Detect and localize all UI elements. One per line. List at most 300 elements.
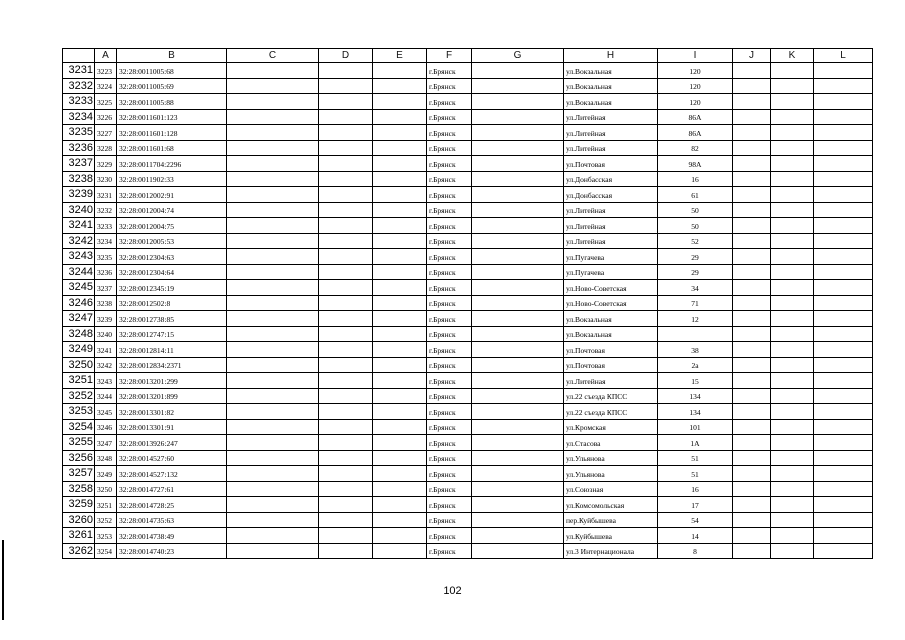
- cell-k: [771, 512, 814, 528]
- cell-c: [227, 497, 319, 513]
- table-row: [63, 543, 873, 559]
- cell-a: 3229: [95, 156, 117, 172]
- cell-h: ул.3 Интернационала: [564, 543, 658, 559]
- cell-g: [472, 202, 564, 218]
- cell-a: 3224: [95, 78, 117, 94]
- cell-g: [472, 435, 564, 451]
- table-row: [63, 528, 873, 544]
- cell-i: 120: [658, 63, 733, 79]
- cell-d: [319, 342, 373, 358]
- table-row: [63, 63, 873, 79]
- cell-f: г.Брянск: [427, 125, 472, 141]
- cell-h: ул.Литейная: [564, 373, 658, 389]
- cell-d: [319, 187, 373, 203]
- cell-j: [733, 264, 771, 280]
- cell-g: [472, 326, 564, 342]
- table-row: [63, 202, 873, 218]
- cell-d: [319, 125, 373, 141]
- table-row: [63, 280, 873, 296]
- cell-k: [771, 311, 814, 327]
- cell-e: [373, 404, 427, 420]
- cell-g: [472, 125, 564, 141]
- table-row: [63, 125, 873, 141]
- row-number: 3256: [63, 450, 95, 466]
- cell-c: [227, 342, 319, 358]
- cell-e: [373, 249, 427, 265]
- cell-l: [814, 264, 873, 280]
- cell-b: 32:28:0012345:19: [117, 280, 227, 296]
- cell-g: [472, 63, 564, 79]
- cell-h: ул.Куйбышева: [564, 528, 658, 544]
- cell-e: [373, 373, 427, 389]
- cell-i: 1А: [658, 435, 733, 451]
- cell-j: [733, 140, 771, 156]
- cell-i: 8: [658, 543, 733, 559]
- cell-c: [227, 295, 319, 311]
- cell-l: [814, 543, 873, 559]
- column-header-b: B: [117, 49, 227, 63]
- row-number: 3245: [63, 280, 95, 296]
- cell-c: [227, 94, 319, 110]
- cell-f: г.Брянск: [427, 342, 472, 358]
- cell-a: 3238: [95, 295, 117, 311]
- cell-g: [472, 295, 564, 311]
- cell-b: 32:28:0012004:75: [117, 218, 227, 234]
- cell-e: [373, 357, 427, 373]
- column-header-l: L: [814, 49, 873, 63]
- table-row: [63, 171, 873, 187]
- table-row: [63, 295, 873, 311]
- cell-j: [733, 171, 771, 187]
- cell-k: [771, 373, 814, 389]
- cell-e: [373, 450, 427, 466]
- cell-d: [319, 528, 373, 544]
- cell-l: [814, 280, 873, 296]
- cell-f: г.Брянск: [427, 280, 472, 296]
- cell-f: г.Брянск: [427, 326, 472, 342]
- cell-h: ул.Вокзальная: [564, 311, 658, 327]
- cell-i: 61: [658, 187, 733, 203]
- cell-h: пер.Куйбышева: [564, 512, 658, 528]
- cell-g: [472, 156, 564, 172]
- cell-a: 3251: [95, 497, 117, 513]
- row-number: 3262: [63, 543, 95, 559]
- row-number: 3246: [63, 295, 95, 311]
- cell-c: [227, 326, 319, 342]
- cell-k: [771, 450, 814, 466]
- cell-d: [319, 326, 373, 342]
- row-number: 3248: [63, 326, 95, 342]
- cell-b: 32:28:0011601:68: [117, 140, 227, 156]
- cell-l: [814, 171, 873, 187]
- cell-e: [373, 125, 427, 141]
- cell-k: [771, 404, 814, 420]
- row-number: 3257: [63, 466, 95, 482]
- cell-f: г.Брянск: [427, 404, 472, 420]
- cell-c: [227, 202, 319, 218]
- cell-l: [814, 528, 873, 544]
- cell-g: [472, 512, 564, 528]
- cell-a: 3228: [95, 140, 117, 156]
- cell-k: [771, 187, 814, 203]
- cell-i: 98А: [658, 156, 733, 172]
- cell-f: г.Брянск: [427, 63, 472, 79]
- cell-d: [319, 218, 373, 234]
- cell-g: [472, 249, 564, 265]
- cell-f: г.Брянск: [427, 512, 472, 528]
- table-row: [63, 419, 873, 435]
- cell-j: [733, 326, 771, 342]
- cell-a: 3248: [95, 450, 117, 466]
- table-row: [63, 481, 873, 497]
- cell-l: [814, 419, 873, 435]
- row-number: 3234: [63, 109, 95, 125]
- cell-c: [227, 435, 319, 451]
- cell-b: 32:28:0014527:60: [117, 450, 227, 466]
- column-header-d: D: [319, 49, 373, 63]
- cell-f: г.Брянск: [427, 156, 472, 172]
- cell-k: [771, 63, 814, 79]
- cell-a: 3236: [95, 264, 117, 280]
- cell-d: [319, 63, 373, 79]
- cell-a: 3246: [95, 419, 117, 435]
- cell-j: [733, 156, 771, 172]
- cell-d: [319, 140, 373, 156]
- cell-h: ул.Кромская: [564, 419, 658, 435]
- row-number: 3254: [63, 419, 95, 435]
- cell-f: г.Брянск: [427, 187, 472, 203]
- row-number: 3258: [63, 481, 95, 497]
- cell-b: 32:28:0012004:74: [117, 202, 227, 218]
- cell-b: 32:28:0012747:15: [117, 326, 227, 342]
- cell-c: [227, 78, 319, 94]
- cell-f: г.Брянск: [427, 373, 472, 389]
- cell-j: [733, 249, 771, 265]
- cell-l: [814, 187, 873, 203]
- cell-c: [227, 373, 319, 389]
- table-row: [63, 326, 873, 342]
- cell-e: [373, 218, 427, 234]
- cell-f: г.Брянск: [427, 466, 472, 482]
- cell-b: 32:28:0011704:2296: [117, 156, 227, 172]
- cell-j: [733, 295, 771, 311]
- cell-f: г.Брянск: [427, 528, 472, 544]
- cell-j: [733, 342, 771, 358]
- cell-c: [227, 404, 319, 420]
- cell-g: [472, 466, 564, 482]
- cell-i: 134: [658, 388, 733, 404]
- cell-j: [733, 94, 771, 110]
- cell-j: [733, 78, 771, 94]
- cell-b: 32:28:0012738:85: [117, 311, 227, 327]
- cell-c: [227, 280, 319, 296]
- cell-h: ул.Литейная: [564, 233, 658, 249]
- cell-c: [227, 233, 319, 249]
- cell-h: ул.Комсомольская: [564, 497, 658, 513]
- cell-k: [771, 342, 814, 358]
- cell-b: 32:28:0013301:82: [117, 404, 227, 420]
- table-row: [63, 311, 873, 327]
- table-row: [63, 264, 873, 280]
- cell-f: г.Брянск: [427, 218, 472, 234]
- cell-k: [771, 280, 814, 296]
- cell-e: [373, 140, 427, 156]
- cell-b: 32:28:0014735:63: [117, 512, 227, 528]
- row-number: 3247: [63, 311, 95, 327]
- cell-e: [373, 187, 427, 203]
- cell-d: [319, 404, 373, 420]
- cell-l: [814, 249, 873, 265]
- table-row: [63, 249, 873, 265]
- cell-l: [814, 202, 873, 218]
- cell-a: 3243: [95, 373, 117, 389]
- cell-f: г.Брянск: [427, 543, 472, 559]
- page-number: 102: [443, 585, 462, 597]
- row-number: 3240: [63, 202, 95, 218]
- cell-g: [472, 481, 564, 497]
- cell-d: [319, 264, 373, 280]
- column-header-h: H: [564, 49, 658, 63]
- cell-i: 50: [658, 218, 733, 234]
- cell-g: [472, 311, 564, 327]
- cell-i: 51: [658, 466, 733, 482]
- corner-cell: [63, 49, 95, 63]
- cell-e: [373, 435, 427, 451]
- cell-b: 32:28:0013201:299: [117, 373, 227, 389]
- cell-b: 32:28:0013926:247: [117, 435, 227, 451]
- cell-a: 3249: [95, 466, 117, 482]
- cell-i: 54: [658, 512, 733, 528]
- cell-g: [472, 419, 564, 435]
- cell-i: 101: [658, 419, 733, 435]
- table-row: [63, 78, 873, 94]
- cell-b: 32:28:0014740:23: [117, 543, 227, 559]
- cell-l: [814, 125, 873, 141]
- cell-e: [373, 311, 427, 327]
- cell-d: [319, 466, 373, 482]
- cell-e: [373, 497, 427, 513]
- cell-g: [472, 171, 564, 187]
- cell-b: 32:28:0011601:123: [117, 109, 227, 125]
- cell-a: 3225: [95, 94, 117, 110]
- cell-l: [814, 218, 873, 234]
- cell-i: 16: [658, 481, 733, 497]
- row-number: 3252: [63, 388, 95, 404]
- row-number: 3253: [63, 404, 95, 420]
- cell-d: [319, 450, 373, 466]
- cell-c: [227, 249, 319, 265]
- cell-j: [733, 63, 771, 79]
- cell-d: [319, 543, 373, 559]
- cell-f: г.Брянск: [427, 202, 472, 218]
- cell-g: [472, 78, 564, 94]
- cell-d: [319, 311, 373, 327]
- cell-e: [373, 419, 427, 435]
- cell-f: г.Брянск: [427, 109, 472, 125]
- cell-l: [814, 450, 873, 466]
- cell-i: 34: [658, 280, 733, 296]
- cell-h: ул.Ульянова: [564, 466, 658, 482]
- row-number: 3236: [63, 140, 95, 156]
- cell-k: [771, 233, 814, 249]
- cell-f: г.Брянск: [427, 94, 472, 110]
- cell-h: ул.Литейная: [564, 140, 658, 156]
- cell-f: г.Брянск: [427, 171, 472, 187]
- cell-j: [733, 280, 771, 296]
- cell-d: [319, 388, 373, 404]
- cell-i: 14: [658, 528, 733, 544]
- cell-g: [472, 497, 564, 513]
- cell-l: [814, 404, 873, 420]
- cell-e: [373, 280, 427, 296]
- cell-j: [733, 419, 771, 435]
- cell-g: [472, 357, 564, 373]
- column-header-row: [63, 49, 873, 63]
- table-row: [63, 466, 873, 482]
- cell-l: [814, 388, 873, 404]
- cell-i: 38: [658, 342, 733, 358]
- cell-f: г.Брянск: [427, 311, 472, 327]
- cell-a: 3244: [95, 388, 117, 404]
- cell-k: [771, 78, 814, 94]
- cell-d: [319, 481, 373, 497]
- cell-h: ул.Пугачева: [564, 249, 658, 265]
- cell-k: [771, 543, 814, 559]
- column-header-i: I: [658, 49, 733, 63]
- cell-j: [733, 125, 771, 141]
- cell-a: 3233: [95, 218, 117, 234]
- cell-l: [814, 233, 873, 249]
- cell-e: [373, 481, 427, 497]
- cell-e: [373, 109, 427, 125]
- row-number: 3231: [63, 63, 95, 79]
- cell-f: г.Брянск: [427, 481, 472, 497]
- cell-d: [319, 109, 373, 125]
- row-number: 3237: [63, 156, 95, 172]
- cell-c: [227, 512, 319, 528]
- cell-k: [771, 435, 814, 451]
- cell-a: 3239: [95, 311, 117, 327]
- cell-h: ул.Ульянова: [564, 450, 658, 466]
- cell-e: [373, 528, 427, 544]
- cell-g: [472, 218, 564, 234]
- cell-a: 3237: [95, 280, 117, 296]
- cell-i: 29: [658, 264, 733, 280]
- cell-i: 71: [658, 295, 733, 311]
- row-number: 3250: [63, 357, 95, 373]
- cell-b: 32:28:0012814:11: [117, 342, 227, 358]
- cell-i: 2а: [658, 357, 733, 373]
- cell-j: [733, 435, 771, 451]
- row-number: 3259: [63, 497, 95, 513]
- cell-j: [733, 218, 771, 234]
- cell-g: [472, 373, 564, 389]
- cell-d: [319, 78, 373, 94]
- cell-f: г.Брянск: [427, 78, 472, 94]
- cell-b: 32:28:0012834:2371: [117, 357, 227, 373]
- cell-a: 3226: [95, 109, 117, 125]
- cell-d: [319, 295, 373, 311]
- row-number: 3261: [63, 528, 95, 544]
- cell-j: [733, 373, 771, 389]
- cell-e: [373, 171, 427, 187]
- cell-h: ул.Почтовая: [564, 156, 658, 172]
- cell-k: [771, 326, 814, 342]
- cell-l: [814, 109, 873, 125]
- cell-e: [373, 342, 427, 358]
- cell-b: 32:28:0012304:63: [117, 249, 227, 265]
- cell-e: [373, 264, 427, 280]
- cell-g: [472, 404, 564, 420]
- cell-b: 32:28:0014728:25: [117, 497, 227, 513]
- table-row: [63, 357, 873, 373]
- cell-j: [733, 109, 771, 125]
- cell-i: [658, 326, 733, 342]
- cell-h: ул.Ново-Советская: [564, 295, 658, 311]
- cell-b: 32:28:0013301:91: [117, 419, 227, 435]
- cell-a: 3252: [95, 512, 117, 528]
- cell-h: ул.22 съезда КПСС: [564, 388, 658, 404]
- column-header-a: A: [95, 49, 117, 63]
- cell-g: [472, 233, 564, 249]
- margin-line: [2, 540, 4, 620]
- cell-h: ул.22 съезда КПСС: [564, 404, 658, 420]
- cell-j: [733, 404, 771, 420]
- cell-k: [771, 481, 814, 497]
- cell-l: [814, 497, 873, 513]
- cell-k: [771, 218, 814, 234]
- cell-e: [373, 202, 427, 218]
- cell-g: [472, 187, 564, 203]
- cell-l: [814, 156, 873, 172]
- cell-g: [472, 342, 564, 358]
- cell-e: [373, 326, 427, 342]
- cell-c: [227, 140, 319, 156]
- cell-b: 32:28:0013201:899: [117, 388, 227, 404]
- cell-k: [771, 140, 814, 156]
- cell-c: [227, 311, 319, 327]
- cell-a: 3253: [95, 528, 117, 544]
- table-row: [63, 140, 873, 156]
- cell-e: [373, 388, 427, 404]
- cell-i: 120: [658, 94, 733, 110]
- cell-j: [733, 187, 771, 203]
- cell-l: [814, 512, 873, 528]
- cell-c: [227, 156, 319, 172]
- cell-b: 32:28:0012002:91: [117, 187, 227, 203]
- row-number: 3242: [63, 233, 95, 249]
- table-row: [63, 109, 873, 125]
- column-header-g: G: [472, 49, 564, 63]
- cell-k: [771, 94, 814, 110]
- cell-k: [771, 528, 814, 544]
- cell-d: [319, 280, 373, 296]
- cell-d: [319, 435, 373, 451]
- cell-h: ул.Стасова: [564, 435, 658, 451]
- cell-d: [319, 94, 373, 110]
- cell-k: [771, 156, 814, 172]
- cell-j: [733, 233, 771, 249]
- cell-d: [319, 419, 373, 435]
- column-header-c: C: [227, 49, 319, 63]
- cell-c: [227, 218, 319, 234]
- cell-g: [472, 94, 564, 110]
- table-row: [63, 218, 873, 234]
- cell-l: [814, 295, 873, 311]
- cell-k: [771, 388, 814, 404]
- cell-l: [814, 466, 873, 482]
- cell-a: 3250: [95, 481, 117, 497]
